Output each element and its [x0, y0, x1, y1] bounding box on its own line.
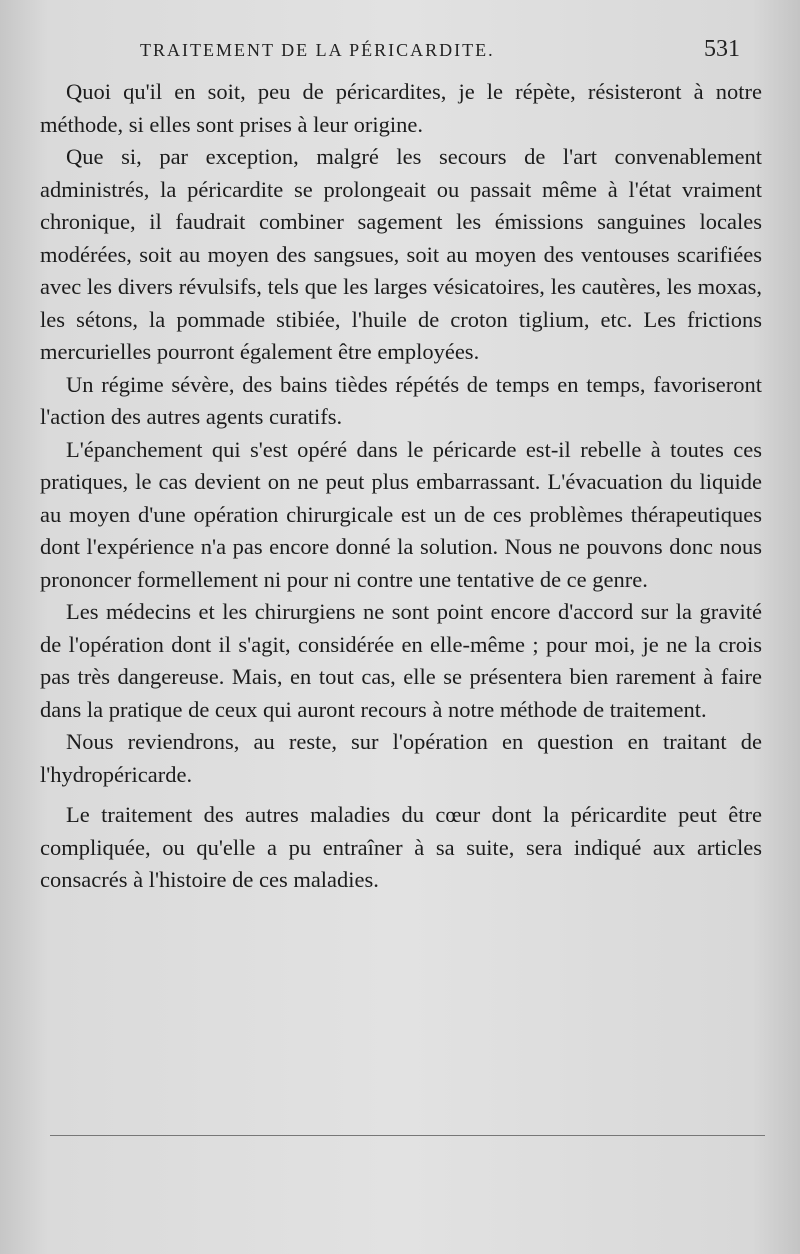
paragraph: L'épanchement qui s'est opéré dans le péricarde est-il rebelle à toutes ces pratiques, le cas devient on ne peut plus embarrassant. L'évacuation du liquide au moyen d'une opération chirurgicale est un de ces problèmes thérapeutiques dont l'expérience n'a pas encore donné la solution. Nous ne pouvons donc nous prononcer formellement ni pour ni contre une tentative de ce genre. [40, 436, 762, 592]
paragraph: Quoi qu'il en soit, peu de péricardites, je le répète, résisteront à notre méthode, si elles sont prises à leur origine. [40, 79, 762, 137]
paragraph: Les médecins et les chirurgiens ne sont point encore d'accord sur la gravité de l'opération dont il s'agit, considérée en elle-même ; pour moi, je ne la crois pas très dangereuse. Mais, en tout cas, elle se présentera bien rarement à faire dans la pratique de ceux qui auront recours à notre méthode de traitement. [40, 599, 762, 722]
running-head: TRAITEMENT DE LA PÉRICARDITE. [140, 40, 495, 60]
paragraph: Que si, par exception, malgré les secours de l'art convenablement administrés, la péricardite se prolongeait ou passait même à l'état vraiment chronique, il faudrait combiner sagement les émissions sanguines locales modérées, soit au moyen des sangsues, soit au moyen des ventouses scarifiées avec les divers révulsifs, tels que les larges vésicatoires, les cautères, les moxas, les sétons, la pommade stibiée, l'huile de croton tiglium, etc. Les frictions mercurielles pourront également être employées. [40, 144, 762, 364]
page-header [140, 36, 740, 66]
footnote-divider [50, 1135, 765, 1136]
paragraph: Le traitement des autres maladies du cœur dont la péricardite peut être compliquée, ou qu'elle a pu entraîner à sa suite, sera indiqué aux articles consacrés à l'histoire de ces maladies. [40, 802, 762, 892]
paragraph: Nous reviendrons, au reste, sur l'opération en question en traitant de l'hydropéricarde. [40, 729, 762, 787]
paragraph: Un régime sévère, des bains tièdes répétés de temps en temps, favoriseront l'action des autres agents curatifs. [40, 371, 762, 429]
body-text [40, 76, 762, 897]
page-number: 531 [704, 36, 740, 62]
